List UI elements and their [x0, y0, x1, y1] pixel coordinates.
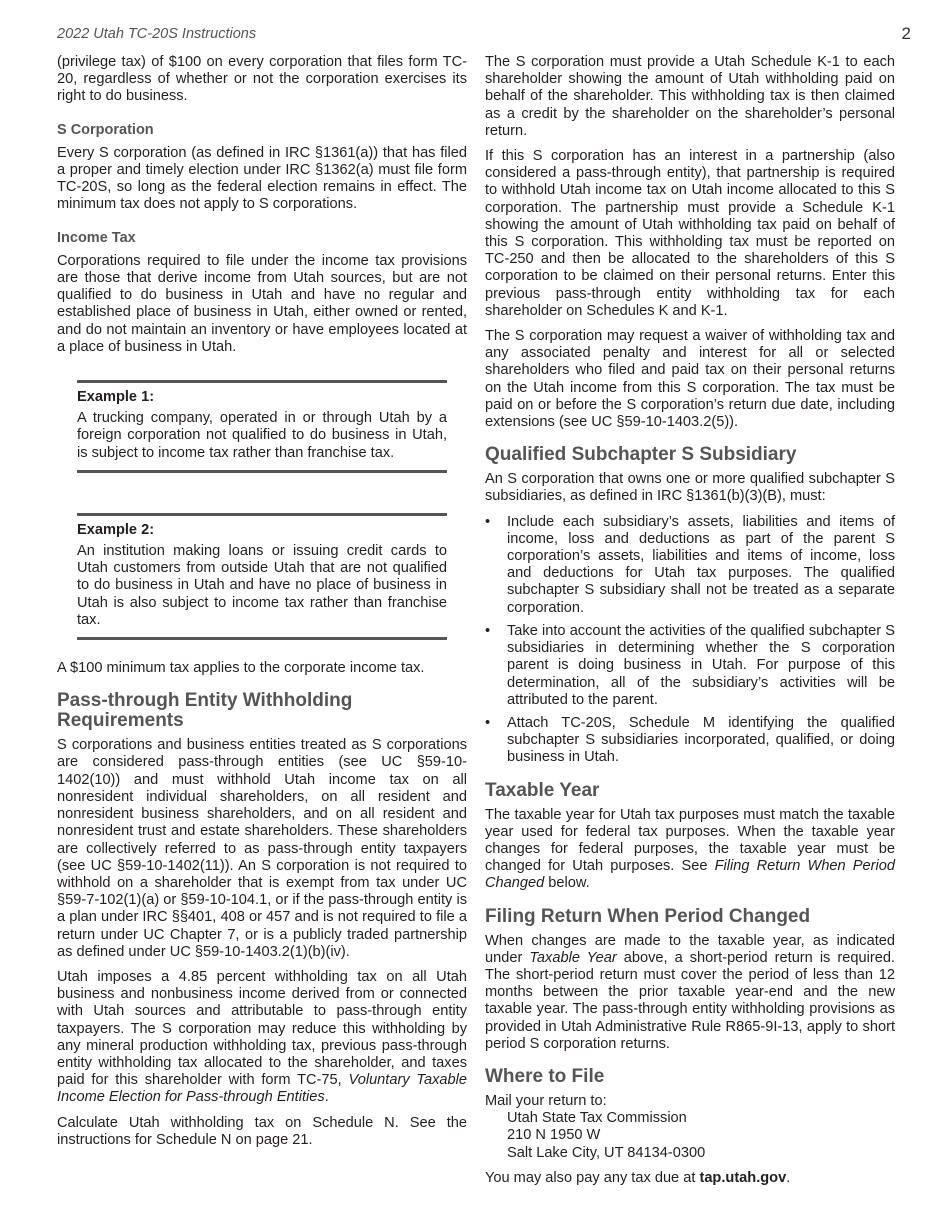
voluntary-election-title: Voluntary Taxable Income Election for Pass-through Entities	[57, 1072, 468, 1106]
qualified-subchapter-paragraph: An S corporation that owns one or more qualified subchapter S subsidiaries, as defined in IRC §1361(b)(3)(B), must:	[485, 471, 895, 505]
taxable-year-end: below.	[544, 875, 590, 892]
example-2-text: An institution making loans or issuing credit cards to Utah customers from outside Utah that are not qualified to do business in Utah and have no place of business in Utah is also subject to income tax rather than franchise tax.	[77, 543, 447, 628]
bullet-icon: •	[485, 714, 491, 731]
payment-website-link[interactable]: tap.utah.gov	[699, 1169, 787, 1186]
filing-return-heading: Filing Return When Period Changed	[485, 905, 811, 927]
payment-end: .	[786, 1169, 791, 1186]
where-to-file-heading: Where to File	[485, 1065, 605, 1087]
pass-through-paragraph-2	[57, 969, 467, 1107]
income-tax-paragraph: Corporations required to file under the income tax provisions are those that derive income from Utah sources, but are not qualified to do business in Utah and have no regular and established place of business in Utah, either owned or rented, and do not maintain an inventory or have employees located at a place of business in Utah.	[57, 252, 467, 355]
waiver-paragraph: The S corporation may request a waiver of withholding tax and any associated penalty and interest for all or selected shareholders who filed and paid tax on their personal returns on the Utah income from this S corporation. The tax must be paid on or before the S corporation’s return due date, including extensions (see UC §59-10-1403.2(5)).	[485, 328, 895, 431]
left-column	[57, 54, 467, 1157]
taxable-year-heading: Taxable Year	[485, 779, 600, 801]
example-2-box	[77, 513, 447, 640]
address-line-1: Utah State Tax Commission	[507, 1110, 687, 1127]
list-item	[485, 514, 895, 617]
subsidiary-requirements-list	[485, 514, 895, 767]
pass-through-withholding-heading: Pass-through Entity Withholding Requirements	[57, 690, 353, 732]
address-line-3: Salt Lake City, UT 84134-0300	[507, 1144, 706, 1161]
s-corporation-paragraph: Every S corporation (as defined in IRC §1361(a)) that has filed a proper and timely election under IRC §1362(a) must file form TC-20S, so long as the federal election remains in effect. The minimum tax does not apply to S corporations.	[57, 144, 467, 213]
taxable-year-text: The taxable year for Utah tax purposes must match the taxable year used for federal tax purposes. When the taxable year changes for federal purposes, the taxable year must be changed for Utah purposes. See	[485, 806, 895, 875]
income-tax-heading: Income Tax	[57, 229, 136, 246]
schedule-k1-paragraph: The S corporation must provide a Utah Schedule K-1 to each shareholder showing the amount of Utah withholding paid on behalf of the shareholder. This withholding tax is then claimed as a credit by the shareholder on the shareholder’s personal return.	[485, 54, 895, 139]
list-item-text: Include each subsidiary’s assets, liabilities and items of income, loss and deductions as part of the parent S corporation’s assets, liabilities and items of income, loss and deductions for Utah tax purposes. The qualified subchapter S subsidiary shall not be treated as a separate corporation.	[507, 513, 895, 616]
intro-paragraph: (privilege tax) of $100 on every corporation that files form TC-20, regardless of whether or not the corporation exercises its right to do business.	[57, 54, 467, 105]
pass-through-paragraph-1: S corporations and business entities treated as S corporations are considered pass-through entities (see UC §59-10-1402(10)) and must withhold Utah income tax on all nonresident individual shareholders, on all resident and nonresident business shareholders, and on all resident and nonresident trust and estate shareholders. These shareholders are collectively referred to as pass-through entity taxpayers (see UC §59-10-1402(11)). An S corporation is not required to withhold on a shareholder that is exempt from tax under UC §59-7-102(1)(a) or §59-10-104.1, or if the pass-through entity is a plan under IRC §§401, 408 or 457 and is not required to file a return under UC Chapter 7, or is a publicly traded partnership as defined under UC §59-10-1403.2(1)(b)(iv).	[57, 737, 467, 960]
mail-label: Mail your return to:	[485, 1092, 607, 1109]
taxable-year-paragraph	[485, 807, 895, 893]
example-1-box	[77, 380, 447, 473]
list-item-text: Attach TC-20S, Schedule M identifying the qualified subchapter S subsidiaries incorporated, qualified, or doing business in Utah.	[507, 714, 895, 766]
filing-return-end: above, a short-period return is required. The short-period return must cover the period of less than 12 months between the prior taxable year-end and the new taxable year. The pass-through entity withholding provisions as provided in Utah Administrative Rule R865-9I-13, apply to short period S corporation returns.	[485, 949, 895, 1052]
list-item	[485, 623, 895, 709]
filing-return-paragraph	[485, 933, 895, 1053]
taxable-year-reference: Filing Return When Period Changed	[485, 858, 895, 892]
right-column	[485, 54, 895, 1195]
filing-return-text: When changes are made to the taxable year, as indicated under	[485, 932, 895, 966]
example-2-title: Example 2:	[77, 521, 155, 538]
schedule-n-paragraph: Calculate Utah withholding tax on Schedule N. See the instructions for Schedule N on page 21.	[57, 1114, 467, 1148]
payment-text: You may also pay any tax due at	[485, 1169, 700, 1186]
example-1-text: A trucking company, operated in or through Utah by a foreign corporation not qualified to do business in Utah, is subject to income tax rather than franchise tax.	[77, 410, 447, 461]
pass-through-paragraph-2-text: Utah imposes a 4.85 percent withholding tax on all Utah business and nonbusiness income derived from or connected with Utah sources and attributable to pass-through entity taxpayers. The S corporation may reduce this withholding by any mineral production withholding tax, previous pass-through entity withholding tax allocated to the shareholder, and taxes paid for this shareholder with form TC-75,	[57, 968, 467, 1089]
pass-through-paragraph-2-end: .	[324, 1089, 329, 1106]
filing-return-reference: Taxable Year	[529, 949, 617, 966]
page-number: 2	[901, 24, 911, 43]
document-header-title: 2022 Utah TC-20S Instructions	[57, 26, 257, 42]
qualified-subchapter-heading: Qualified Subchapter S Subsidiary	[485, 444, 797, 466]
bullet-icon: •	[485, 513, 491, 530]
s-corporation-heading: S Corporation	[57, 121, 154, 138]
example-1-title: Example 1:	[77, 389, 155, 406]
payment-paragraph	[485, 1170, 895, 1187]
mailing-address	[485, 1093, 895, 1162]
bullet-icon: •	[485, 622, 491, 639]
partnership-paragraph: If this S corporation has an interest in a partnership (also considered a pass-through entity), that partnership is required to withhold Utah income tax on Utah income allocated to this S corporation. The partnership must provide a Schedule K-1 showing the amount of Utah withholding tax paid on behalf of this S corporation. This withholding tax must be reported on TC-250 and then be allocated to the shareholders of this S corporation to be claimed on their personal returns. Enter this previous pass-through entity withholding tax for each shareholder on Schedules K and K-1.	[485, 148, 895, 319]
list-item-text: Take into account the activities of the qualified subchapter S subsidiaries in determining whether the S corporation parent is doing business in Utah. For purpose of this determination, all of the subsidiary’s activities will be attributed to the parent.	[507, 622, 895, 708]
minimum-tax-paragraph: A $100 minimum tax applies to the corporate income tax.	[57, 660, 425, 677]
address-line-2: 210 N 1950 W	[507, 1127, 601, 1144]
list-item	[485, 715, 895, 767]
